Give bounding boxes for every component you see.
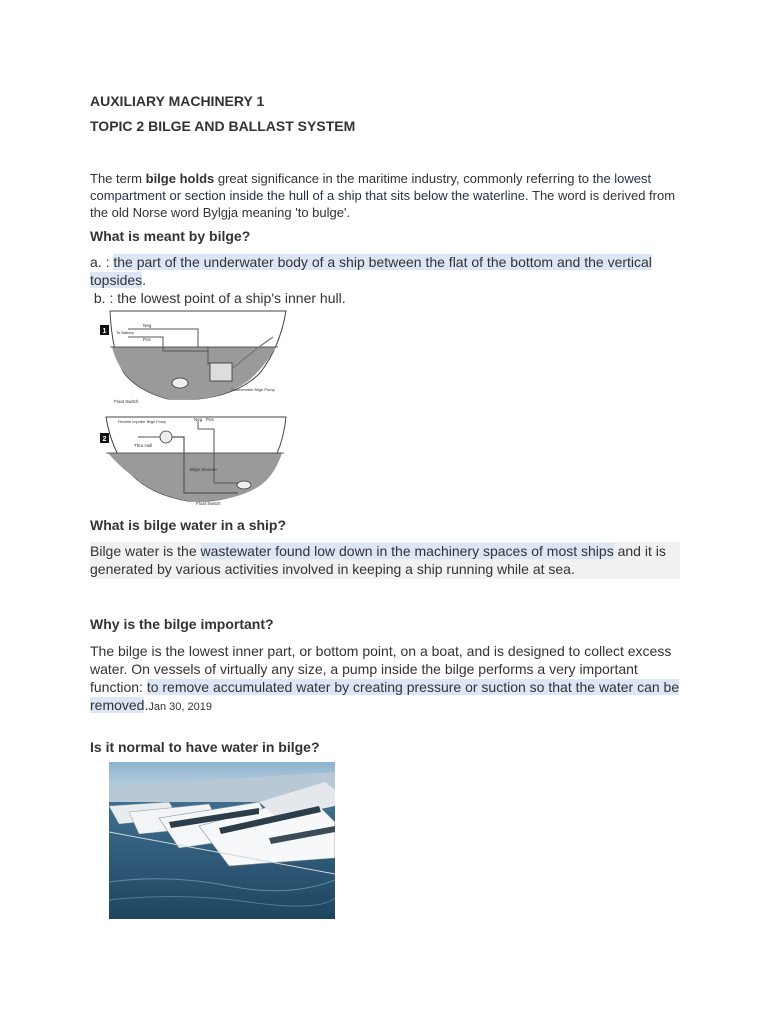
flexible-pump-shape — [160, 431, 172, 443]
panel-2-number: 2 — [102, 436, 107, 443]
label-float-switch-1: Float Switch — [114, 399, 139, 404]
diagram-panel-2 — [100, 417, 286, 506]
intro-bold-term: bilge holds — [145, 171, 215, 186]
panel-1-number: 1 — [102, 328, 107, 335]
float-switch-2-shape — [237, 481, 251, 489]
definition-a-prefix: a. : — [90, 254, 114, 270]
topic-title: TOPIC 2 BILGE AND BALLAST SYSTEM — [90, 118, 356, 134]
definition-a-highlight: the part of the underwater body of a ship between the flat of the bottom and the vertical topsides — [90, 254, 652, 288]
yachts-marina-photo — [109, 762, 335, 919]
diagram-panel-1 — [100, 311, 286, 404]
definition-a-suffix: . — [142, 272, 147, 288]
label-neg-1: Neg — [143, 323, 152, 328]
intro-paragraph — [90, 170, 680, 221]
bilge-water-highlight: wastewater found low down in the machinery spaces of most ships — [200, 543, 614, 559]
bilge-water-suffix: and it is generated by various activities involved in keeping a ship running while at sea. — [90, 543, 666, 577]
label-to-battery: To Battery — [116, 330, 135, 335]
intro-definition: the lowest compartment or section inside the hull of a ship that sits below the waterline — [90, 171, 652, 203]
heading-what-is-bilge: What is meant by bilge? — [90, 228, 251, 244]
date-stamp: Jan 30, 2019 — [148, 701, 212, 713]
bilge-water-paragraph — [90, 542, 680, 579]
intro-text-2: great significance in the maritime industry, commonly referring to — [214, 171, 593, 186]
bilge-important-highlight: to remove accumulated water by creating pressure or suction so that the water can be removed — [90, 679, 680, 713]
heading-bilge-water: What is bilge water in a ship? — [90, 517, 287, 533]
submersible-pump-shape — [210, 363, 232, 381]
intro-text-1: The term — [90, 171, 146, 186]
bilge-water-prefix: Bilge water is the — [90, 543, 201, 559]
heading-water-in-bilge: Is it normal to have water in bilge? — [90, 739, 320, 755]
bilge-important-text: The bilge is the lowest inner part, or bottom point, on a boat, and is designed to collect excess water. On vessels of virtually any size, a pump inside the bilge performs a very important function: — [90, 643, 672, 695]
label-flexible-pump: Flexible Impeller Bilge Pump — [118, 420, 167, 424]
label-pos-2: Pos — [206, 417, 214, 422]
document-title: AUXILIARY MACHINERY 1 — [90, 93, 265, 109]
label-float-switch-2: Float Switch — [196, 501, 221, 506]
heading-bilge-important: Why is the bilge important? — [90, 616, 274, 632]
bilge-pump-diagram — [98, 307, 288, 509]
float-switch-shape — [172, 378, 188, 388]
label-neg-2: Neg — [194, 417, 203, 422]
definition-a — [90, 253, 680, 289]
label-submersible-pump: Submersible Bilge Pump — [231, 387, 275, 392]
definition-b: b. : the lowest point of a ship's inner hull. — [90, 290, 346, 306]
bilge-important-paragraph — [90, 642, 680, 716]
label-thru-hull: Thru Hull — [134, 443, 153, 448]
label-pos-1: Pos — [143, 337, 151, 342]
intro-text-3: . The word is derived from the old Norse word Bylgja meaning 'to bulge'. — [90, 188, 676, 220]
bilge-important-suffix: . — [144, 697, 149, 713]
label-bilge-strainer: Bilge Strainer — [190, 467, 218, 472]
